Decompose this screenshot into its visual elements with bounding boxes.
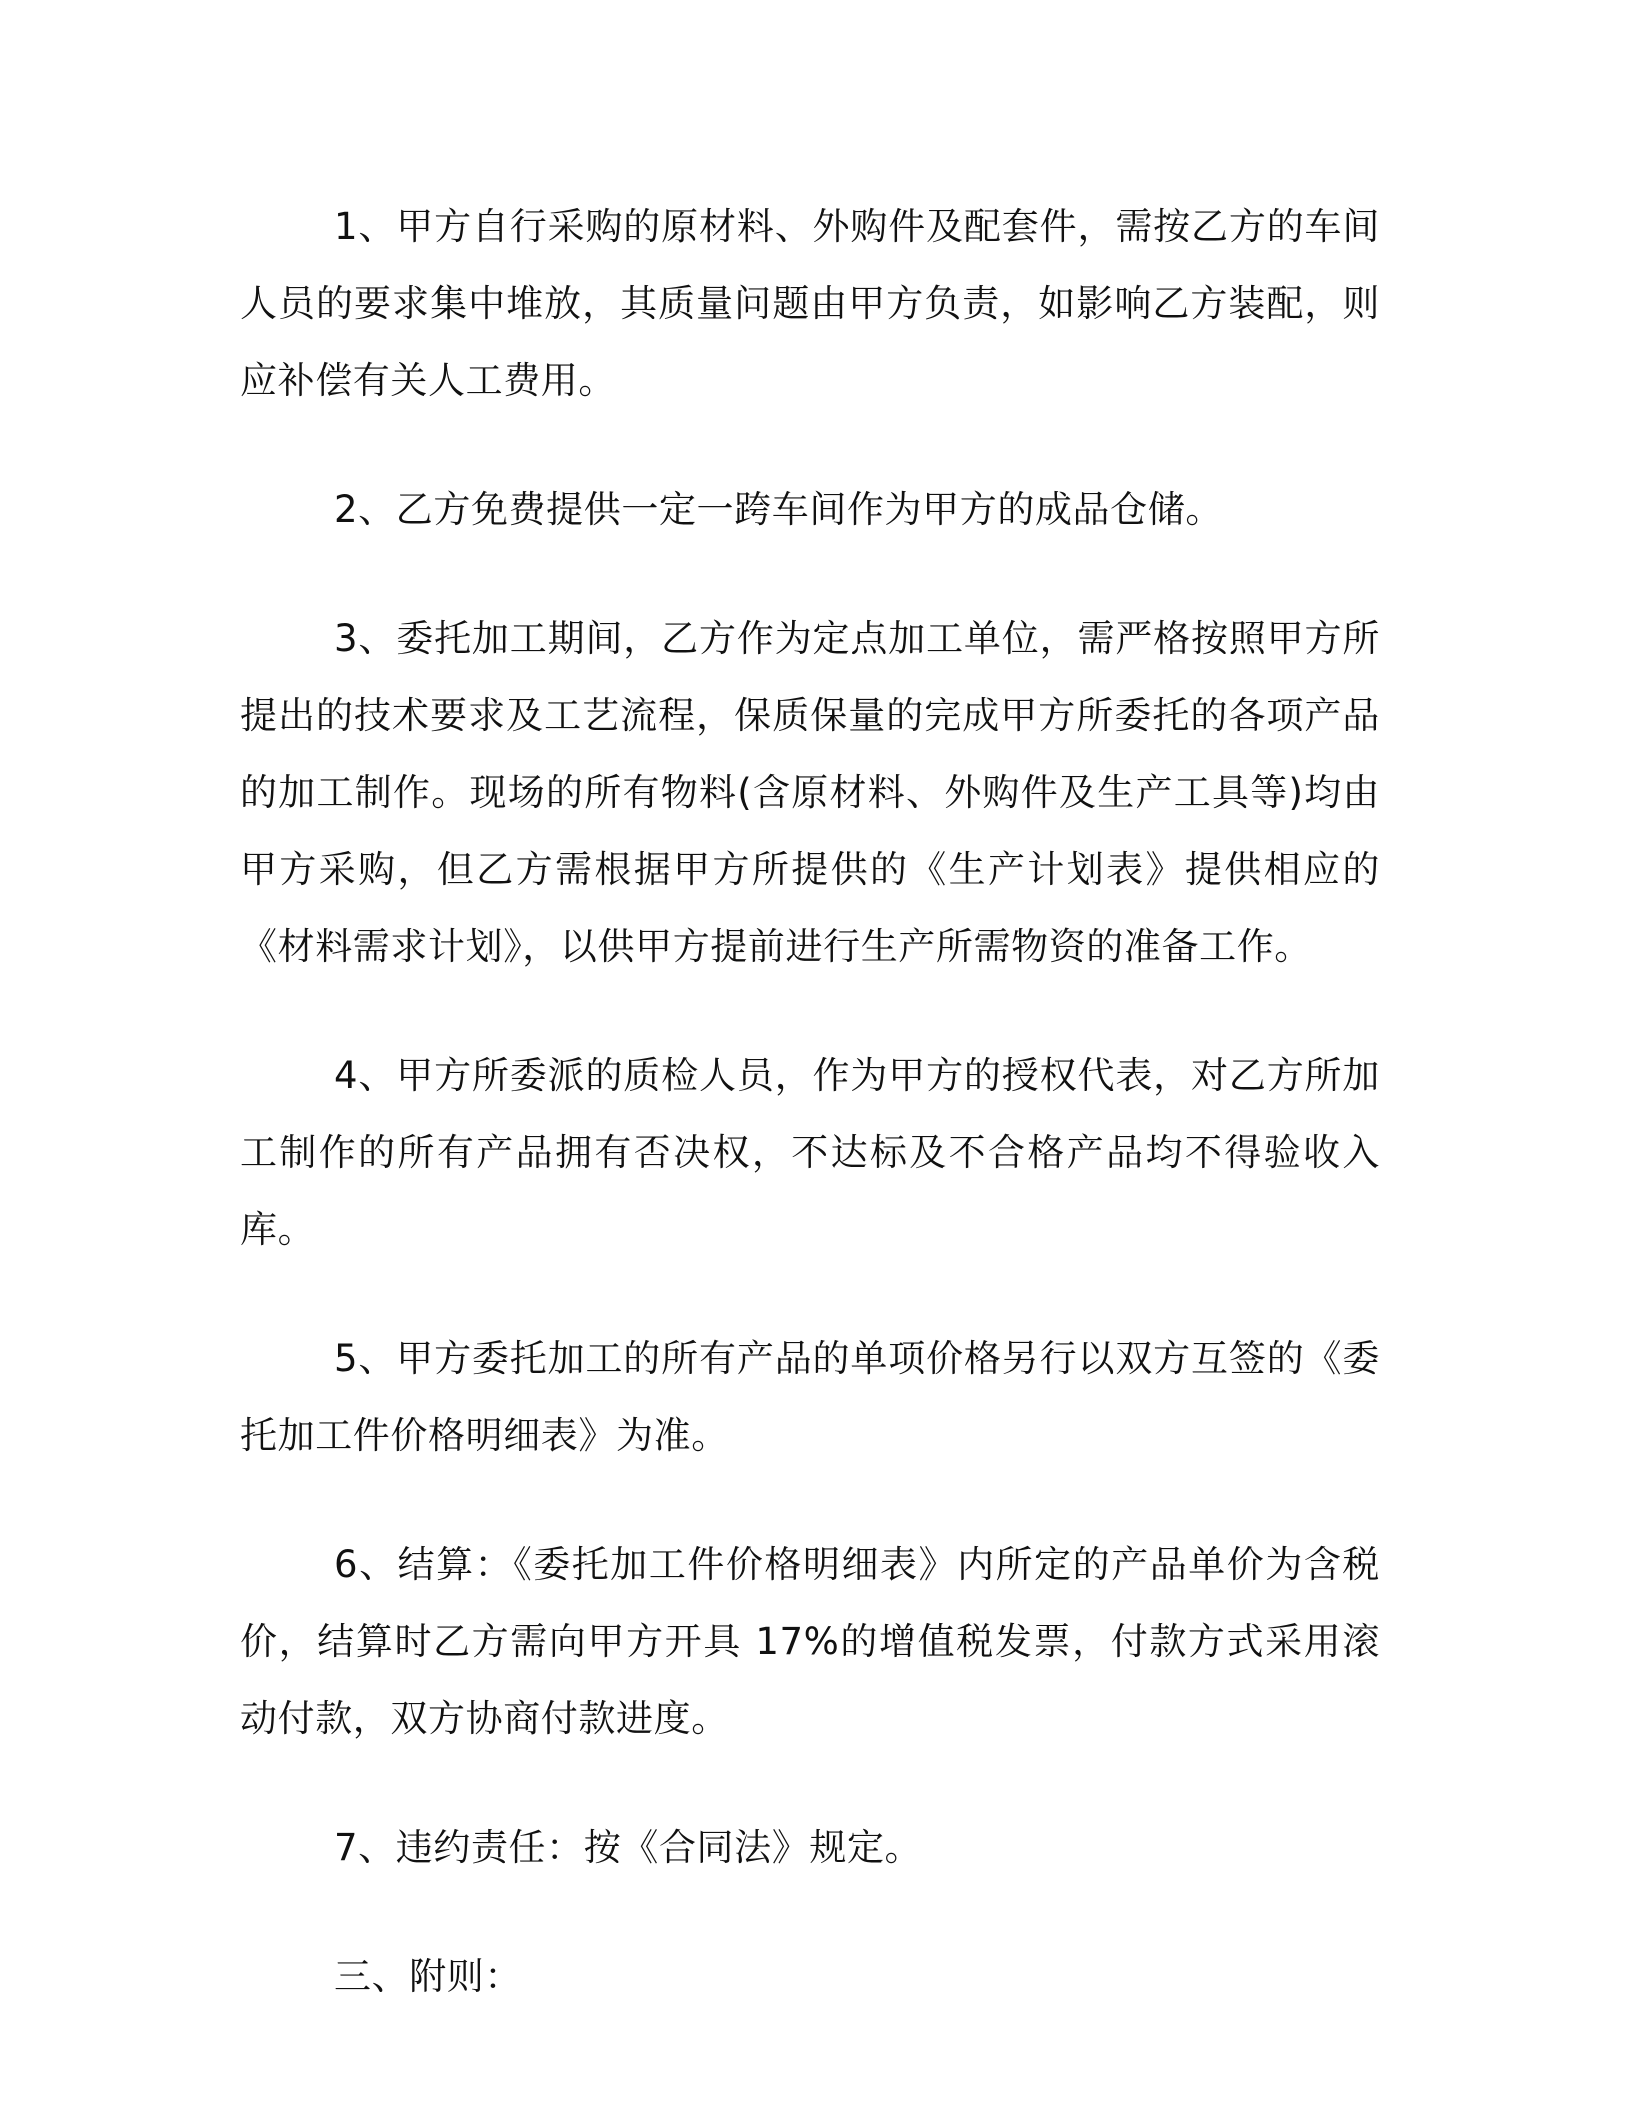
clause-4: 4、甲方所委派的质检人员，作为甲方的授权代表，对乙方所加工制作的所有产品拥有否决权，不达标及不合格产品均不得验收入库。	[240, 1054, 1380, 1251]
clause-2: 2、乙方免费提供一定一跨车间作为甲方的成品仓储。	[334, 488, 1223, 531]
clause-5: 5、甲方委托加工的所有产品的单项价格另行以双方互签的《委托加工件价格明细表》为准。	[240, 1337, 1380, 1457]
clause-6: 6、结算：《委托加工件价格明细表》内所定的产品单价为含税价，结算时乙方需向甲方开具 17%的增值税发票，付款方式采用滚动付款，双方协商付款进度。	[240, 1543, 1380, 1740]
clause-1: 1、甲方自行采购的原材料、外购件及配套件，需按乙方的车间人员的要求集中堆放，其质量问题由甲方负责，如影响乙方装配，则应补偿有关人工费用。	[240, 205, 1380, 402]
section-heading-appendix: 三、附则：	[334, 1955, 522, 1998]
clause-7: 7、违约责任：按《合同法》规定。	[334, 1826, 923, 1869]
clause-3: 3、委托加工期间，乙方作为定点加工单位，需严格按照甲方所提出的技术要求及工艺流程，保质保量的完成甲方所委托的各项产品的加工制作。现场的所有物料(含原材料、外购件及生产工具等)均由甲方采购，但乙方需根据甲方所提供的《生产计划表》提供相应的《材料需求计划》，以供甲方提前进行生产所需物资的准备工作。	[240, 617, 1380, 968]
document-body	[240, 188, 1380, 2067]
